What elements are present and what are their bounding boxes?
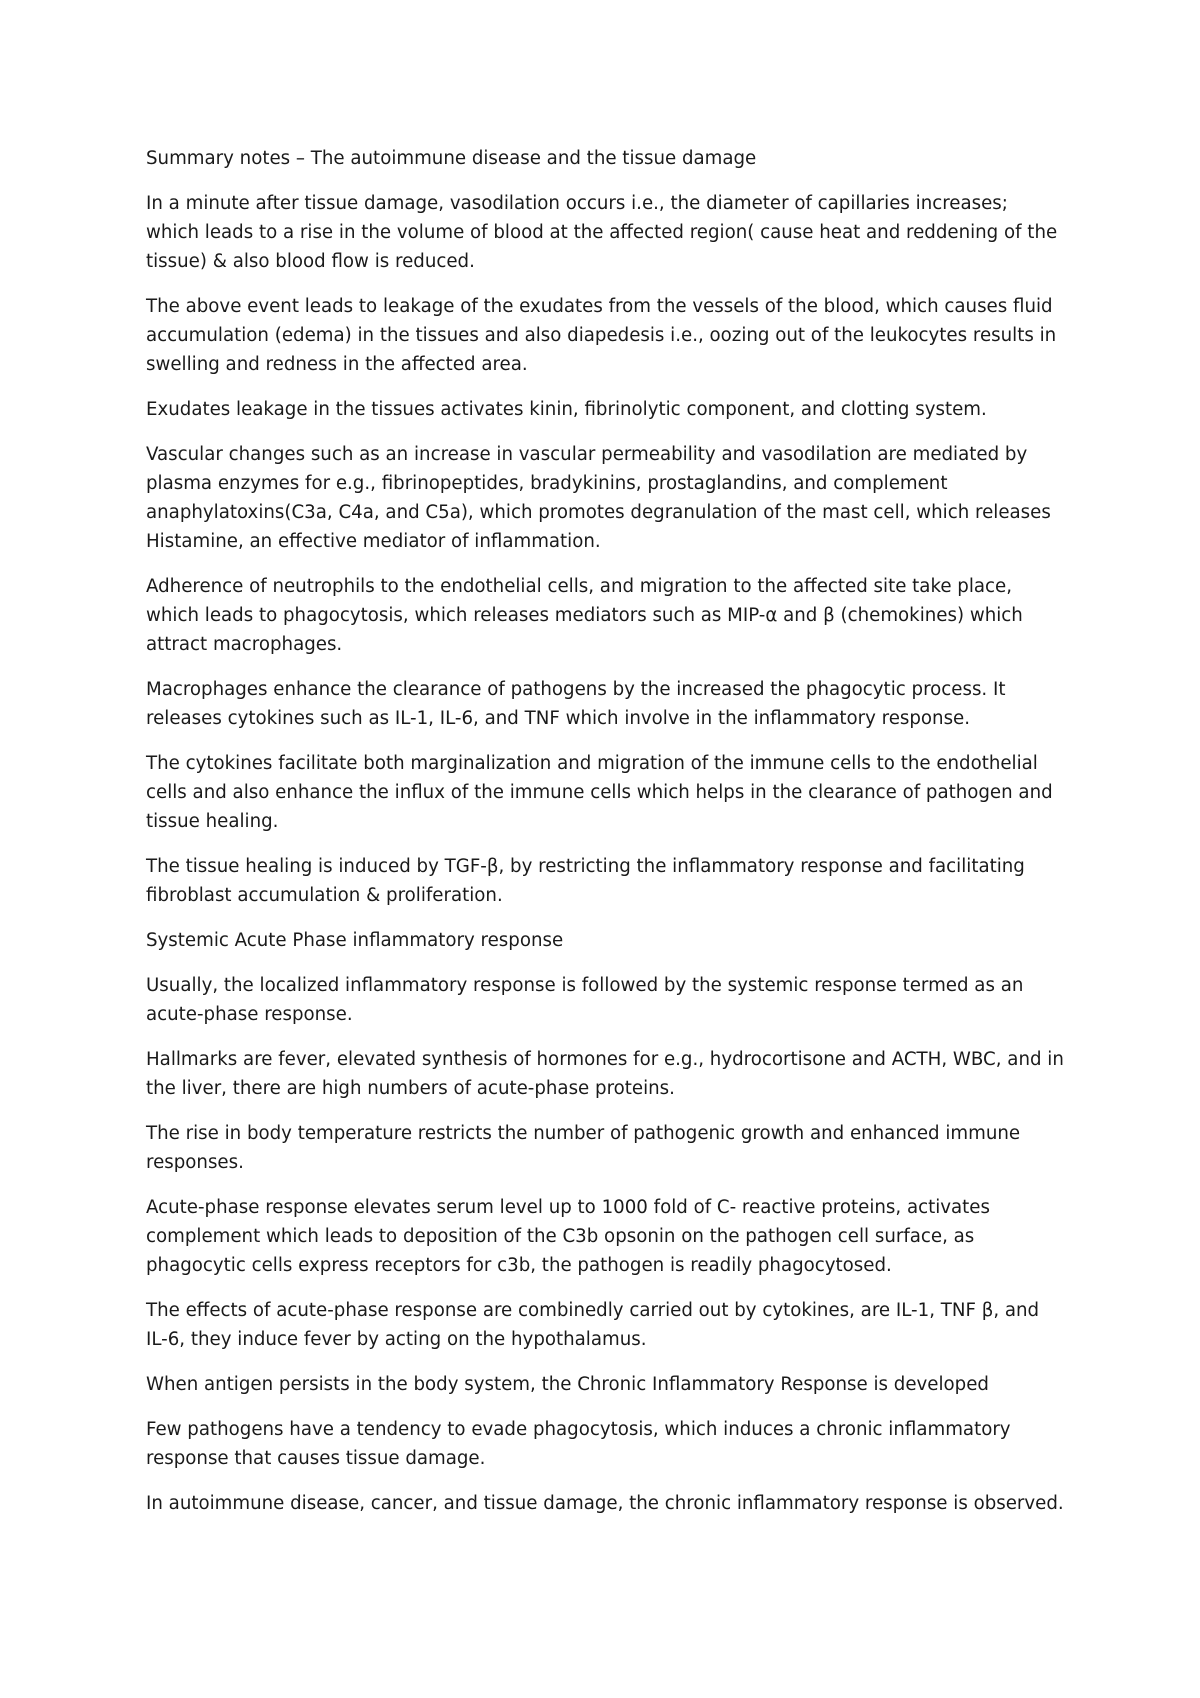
paragraph-body-temperature: The rise in body temperature restricts the number of pathogenic growth and enhanced immune responses.: [146, 1123, 1021, 1173]
paragraph-tissue-healing: The tissue healing is induced by TGF-β, by restricting the inflammatory response and facilitating fibroblast accumulation & proliferation.: [146, 856, 1025, 906]
paragraph-acute-phase-effects: The effects of acute-phase response are combinedly carried out by cytokines, are IL-1, TNF β, and IL-6, they induce fever by acting on the hypothalamus.: [146, 1300, 1040, 1350]
document-body: [146, 144, 1066, 1534]
paragraph-neutrophil-adherence: Adherence of neutrophils to the endothelial cells, and migration to the affected site take place, which leads to phagocytosis, which releases mediators such as MIP-α and β (chemokines) which attract macrophages.: [146, 576, 1023, 655]
paragraph-acute-phase-intro: Usually, the localized inflammatory response is followed by the systemic response termed as an acute-phase response.: [146, 975, 1024, 1025]
paragraph-hallmarks: Hallmarks are fever, elevated synthesis of hormones for e.g., hydrocortisone and ACTH, WBC, and in the liver, there are high numbers of acute-phase proteins.: [146, 1049, 1064, 1099]
document-title: Summary notes – The autoimmune disease and the tissue damage: [146, 148, 757, 169]
paragraph-chronic-response: When antigen persists in the body system, the Chronic Inflammatory Response is developed: [146, 1374, 989, 1395]
paragraph-c-reactive-proteins: Acute-phase response elevates serum level up to 1000 fold of C- reactive proteins, activates complement which leads to deposition of the C3b opsonin on the pathogen cell surface, as phagocytic cells express receptors for c3b, the pathogen is readily phagocytosed.: [146, 1197, 990, 1276]
paragraph-vasodilation: In a minute after tissue damage, vasodilation occurs i.e., the diameter of capillaries increases; which leads to a rise in the volume of blood at the affected region( cause heat and reddening of the tissue) & also blood flow is reduced.: [146, 193, 1058, 272]
paragraph-evade-phagocytosis: Few pathogens have a tendency to evade phagocytosis, which induces a chronic inflammatory response that causes tissue damage.: [146, 1419, 1011, 1469]
paragraph-chronic-observed: In autoimmune disease, cancer, and tissue damage, the chronic inflammatory response is observed.: [146, 1493, 1064, 1514]
paragraph-cytokines: The cytokines facilitate both marginalization and migration of the immune cells to the endothelial cells and also enhance the influx of the immune cells which helps in the clearance of pathogen and tissue healing.: [146, 753, 1053, 832]
section-heading-acute-phase: Systemic Acute Phase inflammatory response: [146, 930, 564, 951]
paragraph-vascular-changes: Vascular changes such as an increase in vascular permeability and vasodilation are mediated by plasma enzymes for e.g., fibrinopeptides, bradykinins, prostaglandins, and complement anaphylatoxins(C3a, C4a, and C5a), which promotes degranulation of the mast cell, which releases Histamine, an effective mediator of inflammation.: [146, 444, 1051, 552]
paragraph-exudate-leakage: The above event leads to leakage of the exudates from the vessels of the blood, which causes fluid accumulation (edema) in the tissues and also diapedesis i.e., oozing out of the leukocytes results in swelling and redness in the affected area.: [146, 296, 1057, 375]
paragraph-kinin-activation: Exudates leakage in the tissues activates kinin, fibrinolytic component, and clotting system.: [146, 399, 987, 420]
paragraph-macrophages: Macrophages enhance the clearance of pathogens by the increased the phagocytic process. It releases cytokines such as IL-1, IL-6, and TNF which involve in the inflammatory response.: [146, 679, 1006, 729]
